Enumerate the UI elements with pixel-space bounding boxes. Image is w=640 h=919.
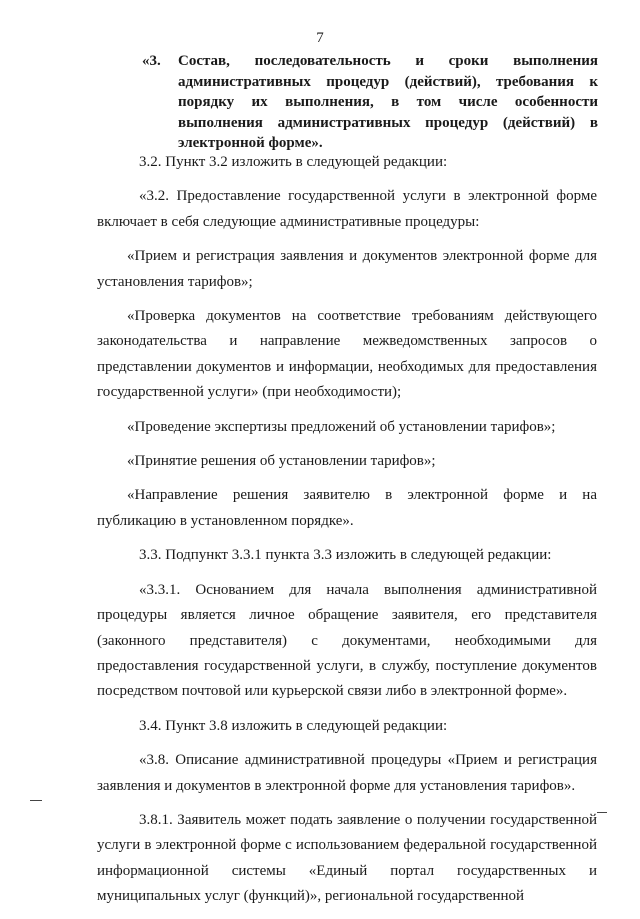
- scan-margin-mark: [30, 800, 42, 801]
- procedure-item-verification: «Проверка документов на соответствие требованиям действующего законодательства и направление межведомственных запросов о представлении документов и информации, необходимых для предоставления государственной услуги» (при необходимости);: [97, 308, 597, 401]
- paragraph-3-8-text: «3.8. Описание административной процедуры «Прием и регистрация заявления и документов в электронной форме для установления тарифов».: [97, 752, 597, 794]
- paragraph-3-3-instruction: 3.3. Подпункт 3.3.1 пункта 3.3 изложить в следующей редакции:: [139, 547, 552, 564]
- procedure-item-sending: «Направление решения заявителю в электронной форме и на публикацию в установленном порядке».: [97, 487, 597, 529]
- scan-margin-mark-right: [597, 812, 607, 813]
- heading-number: «3.: [142, 53, 161, 69]
- paragraph-3-2-text: «3.2. Предоставление государственной услуги в электронной форме включает в себя следующие административные процедуры:: [97, 188, 597, 230]
- paragraph-3-8-1-text: 3.8.1. Заявитель может подать заявление о получении государственной услуги в электронной форме с использованием федеральной государственной информационной системы «Единый портал государственных и муниципальных услуг (функций)», региональной государственной: [97, 811, 597, 905]
- procedure-item-expertise: «Проведение экспертизы предложений об установлении тарифов»;: [127, 418, 556, 435]
- paragraph-3-4-instruction: 3.4. Пункт 3.8 изложить в следующей редакции:: [139, 717, 448, 734]
- paragraph-3-2-instruction: 3.2. Пункт 3.2 изложить в следующей редакции:: [139, 154, 448, 170]
- heading-text: Состав, последовательность и сроки выполнения административных процедур (действий), требования к порядку их выполнения, в том числе особенности выполнения административных процедур (действий) в электронной форме».: [178, 53, 598, 151]
- procedure-item-reception: «Прием и регистрация заявления и документов электронной форме для установления тарифов»;: [97, 248, 597, 290]
- page-number: 7: [316, 30, 324, 46]
- procedure-item-decision: «Принятие решения об установлении тарифов»;: [127, 453, 436, 470]
- paragraph-3-3-1-text: «3.3.1. Основанием для начала выполнения административной процедуры является личное обращение заявителя, его представителя (законного представителя) с документами, необходимыми для предоставления государственной услуги, в службу, поступление документов посредством почтовой или курьерской связи либо в электронной форме».: [97, 581, 597, 700]
- document-body: [97, 150, 597, 919]
- section-heading: [142, 51, 598, 154]
